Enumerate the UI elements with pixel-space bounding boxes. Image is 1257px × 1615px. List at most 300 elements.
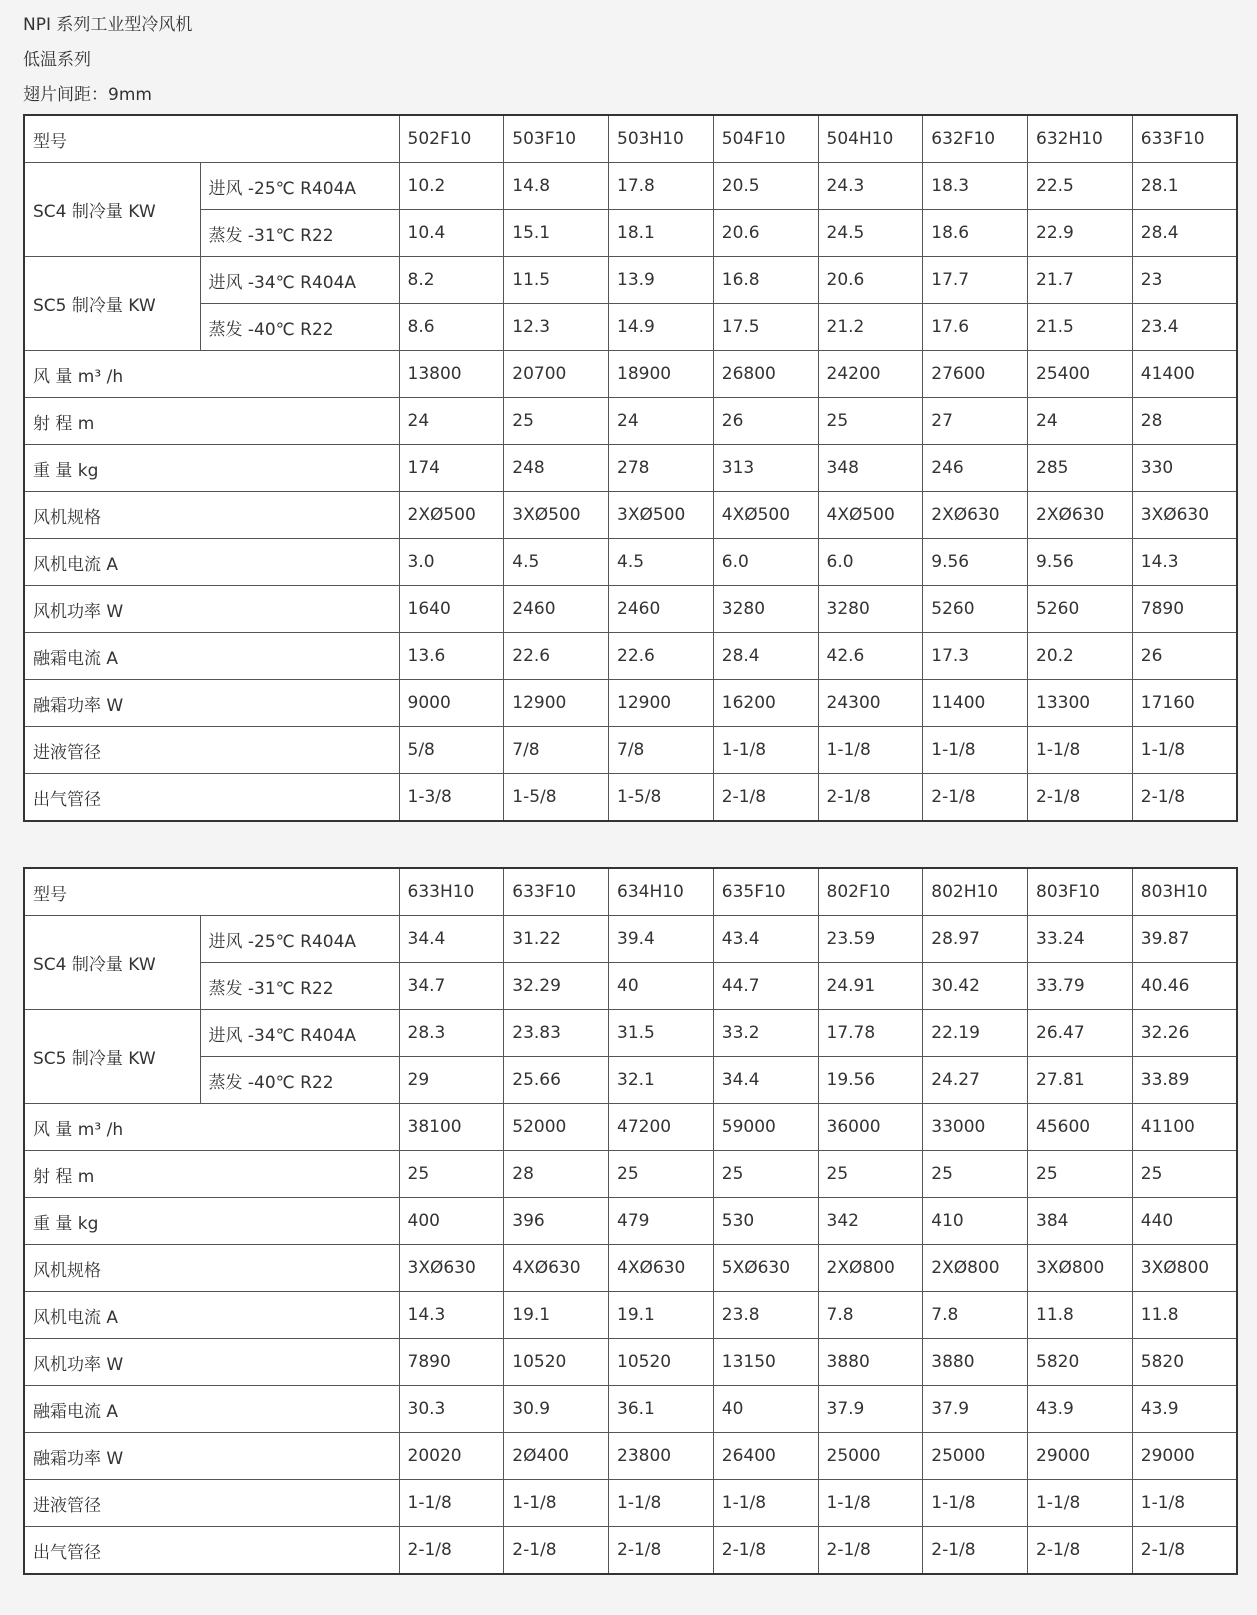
row-label: 融霜电流 A: [24, 1386, 399, 1433]
value-cell: 19.1: [609, 1292, 714, 1339]
value-cell: 18.3: [923, 163, 1028, 210]
table-row: [24, 1292, 1237, 1339]
sc5-condition: 蒸发 -40℃ R22: [200, 304, 399, 351]
value-cell: 7.8: [818, 1292, 923, 1339]
value-cell: 10520: [609, 1339, 714, 1386]
value-cell: 21.2: [818, 304, 923, 351]
model-cell: 502F10: [399, 115, 504, 163]
value-cell: 530: [713, 1198, 818, 1245]
value-cell: 330: [1132, 445, 1237, 492]
value-cell: 59000: [713, 1104, 818, 1151]
value-cell: 3280: [818, 586, 923, 633]
value-cell: 22.6: [504, 633, 609, 680]
value-cell: 2-1/8: [818, 774, 923, 822]
value-cell: 7/8: [504, 727, 609, 774]
value-cell: 16200: [713, 680, 818, 727]
value-cell: 25000: [818, 1433, 923, 1480]
value-cell: 2-1/8: [713, 1527, 818, 1575]
value-cell: 41400: [1132, 351, 1237, 398]
table-row: [24, 1480, 1237, 1527]
table-row: [24, 163, 1237, 210]
value-cell: 42.6: [818, 633, 923, 680]
value-cell: 23.59: [818, 916, 923, 963]
model-cell: 632H10: [1028, 115, 1133, 163]
value-cell: 2XØ630: [1028, 492, 1133, 539]
value-cell: 47200: [609, 1104, 714, 1151]
value-cell: 5260: [1028, 586, 1133, 633]
row-label: 射 程 m: [24, 398, 399, 445]
value-cell: 25: [818, 1151, 923, 1198]
value-cell: 19.1: [504, 1292, 609, 1339]
value-cell: 285: [1028, 445, 1133, 492]
row-label: 融霜功率 W: [24, 680, 399, 727]
value-cell: 396: [504, 1198, 609, 1245]
value-cell: 20700: [504, 351, 609, 398]
value-cell: 2-1/8: [1132, 774, 1237, 822]
value-cell: 2-1/8: [504, 1527, 609, 1575]
value-cell: 25: [504, 398, 609, 445]
value-cell: 30.42: [923, 963, 1028, 1010]
value-cell: 3XØ500: [504, 492, 609, 539]
value-cell: 43.9: [1028, 1386, 1133, 1433]
value-cell: 2-1/8: [713, 774, 818, 822]
value-cell: 34.4: [399, 916, 504, 963]
value-cell: 5820: [1132, 1339, 1237, 1386]
table-row: [24, 1010, 1237, 1057]
row-label: 射 程 m: [24, 1151, 399, 1198]
value-cell: 7890: [399, 1339, 504, 1386]
value-cell: 13800: [399, 351, 504, 398]
value-cell: 17.7: [923, 257, 1028, 304]
value-cell: 9000: [399, 680, 504, 727]
value-cell: 31.22: [504, 916, 609, 963]
row-label: 风机规格: [24, 1245, 399, 1292]
value-cell: 1-1/8: [399, 1480, 504, 1527]
value-cell: 13.9: [609, 257, 714, 304]
value-cell: 3XØ800: [1132, 1245, 1237, 1292]
value-cell: 33000: [923, 1104, 1028, 1151]
value-cell: 22.9: [1028, 210, 1133, 257]
value-cell: 20.5: [713, 163, 818, 210]
value-cell: 15.1: [504, 210, 609, 257]
value-cell: 24: [609, 398, 714, 445]
value-cell: 33.89: [1132, 1057, 1237, 1104]
value-cell: 6.0: [713, 539, 818, 586]
value-cell: 10.2: [399, 163, 504, 210]
table-row: [24, 586, 1237, 633]
value-cell: 4.5: [504, 539, 609, 586]
series-subtitle: 低温系列: [23, 50, 91, 70]
value-cell: 11400: [923, 680, 1028, 727]
value-cell: 38100: [399, 1104, 504, 1151]
value-cell: 7890: [1132, 586, 1237, 633]
value-cell: 25000: [923, 1433, 1028, 1480]
table-row: [24, 633, 1237, 680]
row-label: 出气管径: [24, 774, 399, 822]
value-cell: 24.27: [923, 1057, 1028, 1104]
value-cell: 248: [504, 445, 609, 492]
model-cell: 803H10: [1132, 868, 1237, 916]
value-cell: 13150: [713, 1339, 818, 1386]
value-cell: 24.3: [818, 163, 923, 210]
value-cell: 2XØ630: [923, 492, 1028, 539]
model-cell: 632F10: [923, 115, 1028, 163]
value-cell: 4XØ500: [713, 492, 818, 539]
table-row: [24, 492, 1237, 539]
value-cell: 18.1: [609, 210, 714, 257]
table-row: [24, 351, 1237, 398]
value-cell: 13300: [1028, 680, 1133, 727]
value-cell: 14.8: [504, 163, 609, 210]
model-cell: 503H10: [609, 115, 714, 163]
value-cell: 7/8: [609, 727, 714, 774]
value-cell: 1-1/8: [609, 1480, 714, 1527]
value-cell: 43.4: [713, 916, 818, 963]
table-row: [24, 210, 1237, 257]
table-row: [24, 1151, 1237, 1198]
value-cell: 20020: [399, 1433, 504, 1480]
value-cell: 4.5: [609, 539, 714, 586]
value-cell: 17.5: [713, 304, 818, 351]
sc5-label: SC5 制冷量 KW: [24, 257, 200, 351]
value-cell: 10.4: [399, 210, 504, 257]
value-cell: 39.87: [1132, 916, 1237, 963]
value-cell: 313: [713, 445, 818, 492]
value-cell: 34.4: [713, 1057, 818, 1104]
table-row: [24, 727, 1237, 774]
value-cell: 28: [1132, 398, 1237, 445]
value-cell: 2-1/8: [1132, 1527, 1237, 1575]
value-cell: 29: [399, 1057, 504, 1104]
table-row: [24, 1104, 1237, 1151]
value-cell: 21.7: [1028, 257, 1133, 304]
value-cell: 26800: [713, 351, 818, 398]
value-cell: 12900: [609, 680, 714, 727]
value-cell: 9.56: [923, 539, 1028, 586]
value-cell: 25.66: [504, 1057, 609, 1104]
value-cell: 14.3: [399, 1292, 504, 1339]
value-cell: 17.8: [609, 163, 714, 210]
value-cell: 278: [609, 445, 714, 492]
value-cell: 22.5: [1028, 163, 1133, 210]
value-cell: 410: [923, 1198, 1028, 1245]
value-cell: 3880: [923, 1339, 1028, 1386]
spec-table-1: [23, 114, 1238, 822]
table-row: [24, 680, 1237, 727]
value-cell: 40: [713, 1386, 818, 1433]
value-cell: 32.26: [1132, 1010, 1237, 1057]
row-label: 融霜电流 A: [24, 633, 399, 680]
value-cell: 43.9: [1132, 1386, 1237, 1433]
table-row: [24, 304, 1237, 351]
value-cell: 3XØ630: [399, 1245, 504, 1292]
sc4-label: SC4 制冷量 KW: [24, 163, 200, 257]
row-label: 风 量 m³ /h: [24, 1104, 399, 1151]
sc4-condition: 进风 -25℃ R404A: [200, 916, 399, 963]
value-cell: 27.81: [1028, 1057, 1133, 1104]
row-label: 出气管径: [24, 1527, 399, 1575]
value-cell: 4XØ630: [504, 1245, 609, 1292]
value-cell: 384: [1028, 1198, 1133, 1245]
value-cell: 6.0: [818, 539, 923, 586]
value-cell: 2-1/8: [609, 1527, 714, 1575]
value-cell: 23800: [609, 1433, 714, 1480]
value-cell: 25: [1132, 1151, 1237, 1198]
table-row: [24, 1198, 1237, 1245]
row-label: 融霜功率 W: [24, 1433, 399, 1480]
value-cell: 2XØ800: [818, 1245, 923, 1292]
value-cell: 26400: [713, 1433, 818, 1480]
value-cell: 440: [1132, 1198, 1237, 1245]
sc5-condition: 蒸发 -40℃ R22: [200, 1057, 399, 1104]
value-cell: 17.3: [923, 633, 1028, 680]
value-cell: 5/8: [399, 727, 504, 774]
value-cell: 17160: [1132, 680, 1237, 727]
model-cell: 633F10: [504, 868, 609, 916]
value-cell: 20.6: [713, 210, 818, 257]
table-row: [24, 257, 1237, 304]
row-label: 风机规格: [24, 492, 399, 539]
row-label: 风机电流 A: [24, 1292, 399, 1339]
model-cell: 633F10: [1132, 115, 1237, 163]
sc5-label: SC5 制冷量 KW: [24, 1010, 200, 1104]
value-cell: 33.2: [713, 1010, 818, 1057]
value-cell: 246: [923, 445, 1028, 492]
value-cell: 23.83: [504, 1010, 609, 1057]
value-cell: 30.3: [399, 1386, 504, 1433]
model-cell: 503F10: [504, 115, 609, 163]
value-cell: 44.7: [713, 963, 818, 1010]
value-cell: 24200: [818, 351, 923, 398]
value-cell: 14.3: [1132, 539, 1237, 586]
value-cell: 3XØ800: [1028, 1245, 1133, 1292]
value-cell: 2-1/8: [818, 1527, 923, 1575]
value-cell: 3XØ630: [1132, 492, 1237, 539]
value-cell: 1-1/8: [818, 1480, 923, 1527]
value-cell: 52000: [504, 1104, 609, 1151]
value-cell: 25: [1028, 1151, 1133, 1198]
table-row: [24, 1339, 1237, 1386]
row-label: 重 量 kg: [24, 445, 399, 492]
model-cell: 803F10: [1028, 868, 1133, 916]
value-cell: 2460: [609, 586, 714, 633]
row-label: 风机功率 W: [24, 586, 399, 633]
value-cell: 19.56: [818, 1057, 923, 1104]
value-cell: 1-1/8: [1132, 727, 1237, 774]
value-cell: 9.56: [1028, 539, 1133, 586]
value-cell: 17.6: [923, 304, 1028, 351]
model-label: 型号: [24, 115, 399, 163]
sc4-condition: 蒸发 -31℃ R22: [200, 210, 399, 257]
value-cell: 11.8: [1028, 1292, 1133, 1339]
model-cell: 802F10: [818, 868, 923, 916]
value-cell: 25: [399, 1151, 504, 1198]
table-row: [24, 398, 1237, 445]
value-cell: 13.6: [399, 633, 504, 680]
value-cell: 8.6: [399, 304, 504, 351]
value-cell: 37.9: [923, 1386, 1028, 1433]
row-label: 风机电流 A: [24, 539, 399, 586]
table-row: [24, 445, 1237, 492]
value-cell: 39.4: [609, 916, 714, 963]
value-cell: 1640: [399, 586, 504, 633]
value-cell: 342: [818, 1198, 923, 1245]
value-cell: 24: [1028, 398, 1133, 445]
value-cell: 16.8: [713, 257, 818, 304]
value-cell: 2-1/8: [1028, 1527, 1133, 1575]
value-cell: 18.6: [923, 210, 1028, 257]
value-cell: 23.8: [713, 1292, 818, 1339]
value-cell: 31.5: [609, 1010, 714, 1057]
value-cell: 1-1/8: [713, 727, 818, 774]
value-cell: 2-1/8: [923, 1527, 1028, 1575]
value-cell: 2-1/8: [923, 774, 1028, 822]
value-cell: 29000: [1132, 1433, 1237, 1480]
sc4-condition: 进风 -25℃ R404A: [200, 163, 399, 210]
table-row: [24, 1245, 1237, 1292]
value-cell: 5260: [923, 586, 1028, 633]
value-cell: 36000: [818, 1104, 923, 1151]
value-cell: 2Ø400: [504, 1433, 609, 1480]
value-cell: 11.5: [504, 257, 609, 304]
value-cell: 1-3/8: [399, 774, 504, 822]
value-cell: 22.6: [609, 633, 714, 680]
value-cell: 25: [713, 1151, 818, 1198]
value-cell: 7.8: [923, 1292, 1028, 1339]
value-cell: 23: [1132, 257, 1237, 304]
value-cell: 33.24: [1028, 916, 1133, 963]
row-label: 重 量 kg: [24, 1198, 399, 1245]
value-cell: 28.1: [1132, 163, 1237, 210]
value-cell: 20.6: [818, 257, 923, 304]
value-cell: 21.5: [1028, 304, 1133, 351]
value-cell: 25: [923, 1151, 1028, 1198]
value-cell: 30.9: [504, 1386, 609, 1433]
value-cell: 3XØ500: [609, 492, 714, 539]
value-cell: 18900: [609, 351, 714, 398]
value-cell: 1-1/8: [923, 727, 1028, 774]
value-cell: 2-1/8: [1028, 774, 1133, 822]
value-cell: 12900: [504, 680, 609, 727]
value-cell: 27: [923, 398, 1028, 445]
value-cell: 22.19: [923, 1010, 1028, 1057]
value-cell: 1-5/8: [609, 774, 714, 822]
value-cell: 28.97: [923, 916, 1028, 963]
row-label: 进液管径: [24, 727, 399, 774]
value-cell: 174: [399, 445, 504, 492]
value-cell: 1-1/8: [818, 727, 923, 774]
value-cell: 40: [609, 963, 714, 1010]
value-cell: 33.79: [1028, 963, 1133, 1010]
value-cell: 8.2: [399, 257, 504, 304]
value-cell: 5820: [1028, 1339, 1133, 1386]
table-row: [24, 1527, 1237, 1575]
value-cell: 1-1/8: [1028, 1480, 1133, 1527]
value-cell: 25: [609, 1151, 714, 1198]
value-cell: 37.9: [818, 1386, 923, 1433]
model-cell: 634H10: [609, 868, 714, 916]
value-cell: 2-1/8: [399, 1527, 504, 1575]
value-cell: 20.2: [1028, 633, 1133, 680]
table-row: [24, 1386, 1237, 1433]
value-cell: 3.0: [399, 539, 504, 586]
value-cell: 24: [399, 398, 504, 445]
model-cell: 802H10: [923, 868, 1028, 916]
row-label: 风 量 m³ /h: [24, 351, 399, 398]
value-cell: 28: [504, 1151, 609, 1198]
value-cell: 10520: [504, 1339, 609, 1386]
value-cell: 28.4: [1132, 210, 1237, 257]
value-cell: 17.78: [818, 1010, 923, 1057]
value-cell: 25400: [1028, 351, 1133, 398]
value-cell: 28.3: [399, 1010, 504, 1057]
value-cell: 4XØ630: [609, 1245, 714, 1292]
model-cell: 633H10: [399, 868, 504, 916]
value-cell: 348: [818, 445, 923, 492]
value-cell: 400: [399, 1198, 504, 1245]
value-cell: 14.9: [609, 304, 714, 351]
page-title: NPI 系列工业型冷风机: [23, 15, 193, 35]
value-cell: 32.1: [609, 1057, 714, 1104]
table-row: [24, 963, 1237, 1010]
spec-table-2: [23, 867, 1238, 1575]
value-cell: 1-1/8: [504, 1480, 609, 1527]
header-row: [24, 115, 1237, 163]
value-cell: 24300: [818, 680, 923, 727]
value-cell: 26: [713, 398, 818, 445]
value-cell: 1-1/8: [1132, 1480, 1237, 1527]
value-cell: 1-5/8: [504, 774, 609, 822]
table-row: [24, 774, 1237, 822]
value-cell: 3880: [818, 1339, 923, 1386]
fin-spacing-note: 翅片间距：9mm: [23, 85, 152, 105]
value-cell: 32.29: [504, 963, 609, 1010]
model-cell: 504F10: [713, 115, 818, 163]
value-cell: 2460: [504, 586, 609, 633]
table-row: [24, 916, 1237, 963]
sc4-label: SC4 制冷量 KW: [24, 916, 200, 1010]
value-cell: 5XØ630: [713, 1245, 818, 1292]
value-cell: 3280: [713, 586, 818, 633]
value-cell: 26.47: [1028, 1010, 1133, 1057]
table-row: [24, 1433, 1237, 1480]
model-label: 型号: [24, 868, 399, 916]
sc4-condition: 蒸发 -31℃ R22: [200, 963, 399, 1010]
value-cell: 26: [1132, 633, 1237, 680]
value-cell: 2XØ500: [399, 492, 504, 539]
value-cell: 23.4: [1132, 304, 1237, 351]
value-cell: 45600: [1028, 1104, 1133, 1151]
value-cell: 28.4: [713, 633, 818, 680]
row-label: 进液管径: [24, 1480, 399, 1527]
header-row: [24, 868, 1237, 916]
value-cell: 11.8: [1132, 1292, 1237, 1339]
value-cell: 1-1/8: [923, 1480, 1028, 1527]
value-cell: 40.46: [1132, 963, 1237, 1010]
table-row: [24, 539, 1237, 586]
row-label: 风机功率 W: [24, 1339, 399, 1386]
value-cell: 4XØ500: [818, 492, 923, 539]
value-cell: 29000: [1028, 1433, 1133, 1480]
value-cell: 479: [609, 1198, 714, 1245]
value-cell: 2XØ800: [923, 1245, 1028, 1292]
value-cell: 1-1/8: [713, 1480, 818, 1527]
value-cell: 24.5: [818, 210, 923, 257]
sc5-condition: 进风 -34℃ R404A: [200, 1010, 399, 1057]
sc5-condition: 进风 -34℃ R404A: [200, 257, 399, 304]
value-cell: 36.1: [609, 1386, 714, 1433]
value-cell: 25: [818, 398, 923, 445]
